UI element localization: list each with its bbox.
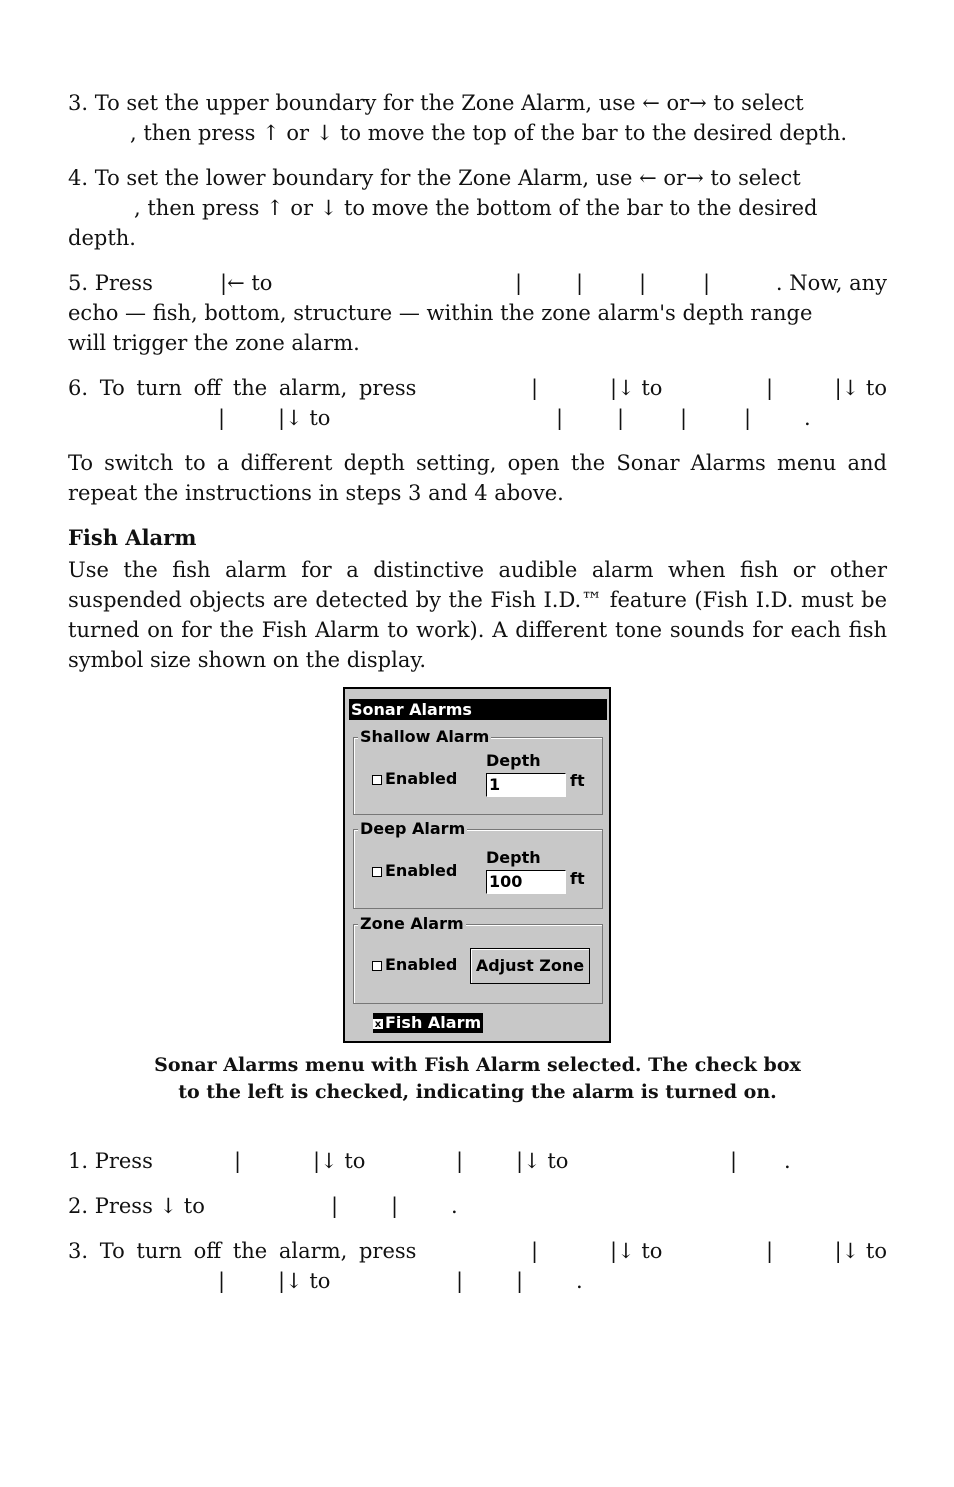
deep-alarm-label: Deep Alarm xyxy=(360,819,466,838)
caption-line-1: Sonar Alarms menu with Fish Alarm selected. The check box xyxy=(154,1054,801,1076)
step-5-line-3: will trigger the zone alarm. xyxy=(68,331,360,355)
sonar-alarms-screenshot xyxy=(343,687,611,1043)
fish-step-1 xyxy=(68,1146,887,1176)
step-5-separator: | xyxy=(515,271,523,295)
step-4-line-2: , then press ↑ or ↓ to move the bottom of the bar to the desired xyxy=(134,196,818,220)
step-6-separator: | xyxy=(766,376,774,400)
step-5-separator: | xyxy=(576,271,584,295)
fish-alarm-checkbox-checked[interactable]: x xyxy=(374,1019,382,1030)
step-6-turn-off xyxy=(68,373,887,433)
fish-alarm-label: Fish Alarm xyxy=(385,1013,482,1032)
step-6-separator: | xyxy=(531,376,539,400)
step-6-down-to: |↓ to xyxy=(278,406,331,430)
deep-enabled-label: Enabled xyxy=(385,861,458,880)
step-6-down-to: |↓ to xyxy=(610,376,663,400)
deep-enabled-checkbox[interactable] xyxy=(372,867,382,877)
zone-alarm-label: Zone Alarm xyxy=(360,914,464,933)
shallow-unit-label: ft xyxy=(570,771,585,790)
fish-step-3-separator: | xyxy=(531,1239,539,1263)
shallow-depth-label: Depth xyxy=(486,751,541,770)
fish-step-1-separator: | xyxy=(456,1149,464,1173)
zone-enabled-checkbox[interactable] xyxy=(372,961,382,971)
fish-alarm-paragraph: Use the fish alarm for a distinctive audible alarm when fish or other suspended objects are detected by the Fish I.D.™ feature (Fish I.D. must be turned on for the Fish Alarm to work). A different tone sounds for each fish symbol size shown on the display. xyxy=(68,558,887,672)
fish-step-3-separator: | xyxy=(516,1269,524,1293)
fish-step-2-separator: | xyxy=(331,1194,339,1218)
step-4-line-3: depth. xyxy=(68,226,136,250)
fish-step-1-down-to: |↓ to xyxy=(516,1149,569,1173)
step-4-line-1: 4. To set the lower boundary for the Zone Alarm, use ← or→ to select xyxy=(68,166,801,190)
fish-step-3-period: . xyxy=(576,1269,583,1293)
adjust-zone-button[interactable]: Adjust Zone xyxy=(470,948,590,984)
step-5-arrow-text: |← to xyxy=(220,271,273,295)
deep-alarm-group xyxy=(353,819,603,909)
switch-depth-paragraph: To switch to a different depth setting, open the Sonar Alarms menu and repeat the instructions in steps 3 and 4 above. xyxy=(68,451,887,505)
fish-step-1-down-to: |↓ to xyxy=(313,1149,366,1173)
step-6-down-to: |↓ to xyxy=(834,376,887,400)
step-3-line-1: 3. To set the upper boundary for the Zone Alarm, use ← or→ to select xyxy=(68,91,804,115)
shallow-alarm-label: Shallow Alarm xyxy=(360,727,490,746)
step-5-separator: | xyxy=(639,271,647,295)
step-3-line-2: , then press ↑ or ↓ to move the top of the bar to the desired depth. xyxy=(130,121,848,145)
step-3-upper xyxy=(68,88,887,148)
shallow-depth-input[interactable]: 1 xyxy=(486,773,566,797)
step-4-lower xyxy=(68,163,887,253)
step-5-now-any: . Now, any xyxy=(775,271,887,295)
fish-step-3-separator: | xyxy=(456,1269,464,1293)
page-body xyxy=(68,88,887,690)
caption-line-2: to the left is checked, indicating the alarm is turned on. xyxy=(178,1081,777,1103)
step-6-separator: | xyxy=(617,406,625,430)
fish-step-2-press-down: 2. Press ↓ to xyxy=(68,1194,205,1218)
fish-step-3-text: 3. To turn off the alarm, press xyxy=(68,1239,417,1263)
deep-unit-label: ft xyxy=(570,869,585,888)
step-6-separator: | xyxy=(218,406,226,430)
fish-step-1-period: . xyxy=(784,1149,791,1173)
fish-step-3-down-to: |↓ to xyxy=(278,1269,331,1293)
fish-step-3-down-to: |↓ to xyxy=(834,1239,887,1263)
step-5-separator: | xyxy=(703,271,711,295)
fish-step-1-separator: | xyxy=(730,1149,738,1173)
fish-alarm-option[interactable] xyxy=(373,1013,483,1033)
step-6-separator: | xyxy=(680,406,688,430)
step-5-press xyxy=(68,268,887,358)
shallow-enabled-label: Enabled xyxy=(385,769,458,788)
deep-depth-input[interactable]: 100 xyxy=(486,870,566,894)
step-5-press-text: 5. Press xyxy=(68,271,153,295)
fish-step-1-separator: | xyxy=(234,1149,242,1173)
fish-step-3-separator: | xyxy=(766,1239,774,1263)
figure-caption xyxy=(68,1052,887,1106)
fish-step-3-down-to: |↓ to xyxy=(610,1239,663,1263)
step-6-period: . xyxy=(804,406,811,430)
deep-depth-label: Depth xyxy=(486,848,541,867)
fish-alarm-heading: Fish Alarm xyxy=(68,525,197,550)
fish-step-3 xyxy=(68,1236,887,1296)
fish-alarm-steps xyxy=(68,1146,887,1311)
shallow-enabled-checkbox[interactable] xyxy=(372,775,382,785)
fish-step-2-period: . xyxy=(451,1194,458,1218)
step-6-separator: | xyxy=(744,406,752,430)
fish-step-2 xyxy=(68,1191,887,1221)
fish-step-3-separator: | xyxy=(218,1269,226,1293)
fish-step-2-separator: | xyxy=(391,1194,399,1218)
step-5-line-2: echo — fish, bottom, structure — within the zone alarm's depth range xyxy=(68,301,813,325)
sonar-alarms-title: Sonar Alarms xyxy=(349,699,607,720)
zone-enabled-label: Enabled xyxy=(385,955,458,974)
shallow-alarm-group xyxy=(353,727,603,815)
step-6-text: 6. To turn off the alarm, press xyxy=(68,376,417,400)
step-6-separator: | xyxy=(556,406,564,430)
zone-alarm-group xyxy=(353,914,603,1004)
fish-step-1-press: 1. Press xyxy=(68,1149,153,1173)
